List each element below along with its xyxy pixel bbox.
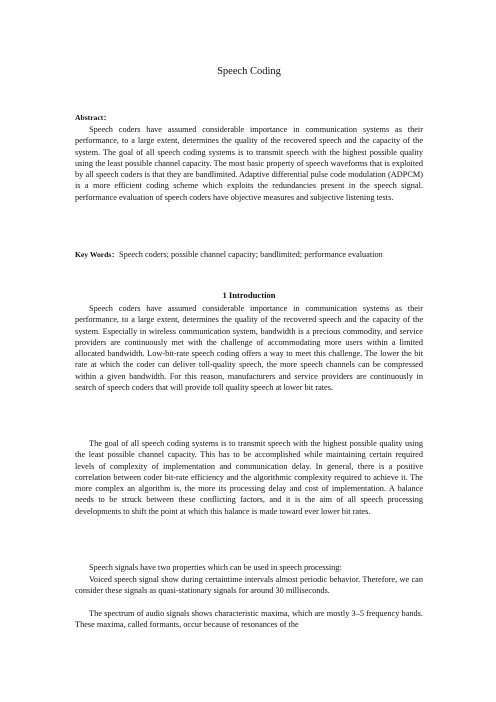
keywords-label: Key Words：	[75, 250, 119, 259]
intro-paragraph-3: Speech signals have two properties which can be used in speech processing:	[89, 563, 342, 572]
section-heading-introduction: 1 Introduction	[222, 290, 276, 300]
intro-paragraph-2: The goal of all speech coding systems is to transmit speech with the highest possible quality using the least possible channel capacity. This has to be accomplished while maintaining certain required levels of complexity of implementation and communication delay. In general, there is a positive correlation between coder bit-rate efficiency and the algorithmic complexity required to achieve it. The more complex an algorithm is, the more its processing delay and cost of implementation. A balance needs to be struck between these conflicting factors, and it is the aim of all speech processing developments to shift the point at which this balance is made toward ever lower bit rates.	[75, 439, 423, 516]
abstract-text: Speech coders have assumed considerable importance in communication systems as their performance, to a large extent, determines the quality of the recovered speech and the capacity of the system. The goal of all speech coding systems is to transmit speech with the highest possible quality using the least possible channel capacity. The most basic property of speech waveforms that is exploited by all speech coders is that they are bandlimited. Adaptive differential pulse code modulation (ADPCM) is a more efficient coding scheme which exploits the redundancies present in the speech signal. performance evaluation of speech coders have objective measures and subjective listening tests.	[75, 125, 423, 202]
document-title: Speech Coding	[217, 66, 281, 77]
abstract-label: Abstract：	[75, 113, 111, 122]
keywords-line	[75, 249, 423, 260]
intro-paragraph-5: The spectrum of audio signals shows characteristic maxima, which are mostly 3–5 frequency bands. These maxima, called formants, occur because of resonances of the	[75, 609, 423, 630]
keywords-text: Speech coders; possible channel capacity; bandlimited; performance evaluation	[118, 250, 383, 259]
intro-paragraph-4: Voiced speech signal show during certaintime intervals almost periodic behavior. Therefore, we can consider these signals as quasi-stationary signals for around 30 milliseconds.	[75, 575, 423, 596]
intro-paragraph-1: Speech coders have assumed considerable importance in communication systems as their performance, to a large extent, determines the quality of the recovered speech and the capacity of the system. Especially in wireless communication system, bandwidth is a precious commodity, and service providers are continuously met with the challenge of accommodating more users within a limited allocated bandwidth. Low-bit-rate speech coding offers a way to meet this challenge. The lower the bit rate at which the coder can deliver toll-quality speech, the more speech channels can be compressed within a given bandwidth. For this reason, manufacturers and service providers are continuously in search of speech coders that will provide toll quality speech at lower bit rates.	[75, 304, 423, 392]
